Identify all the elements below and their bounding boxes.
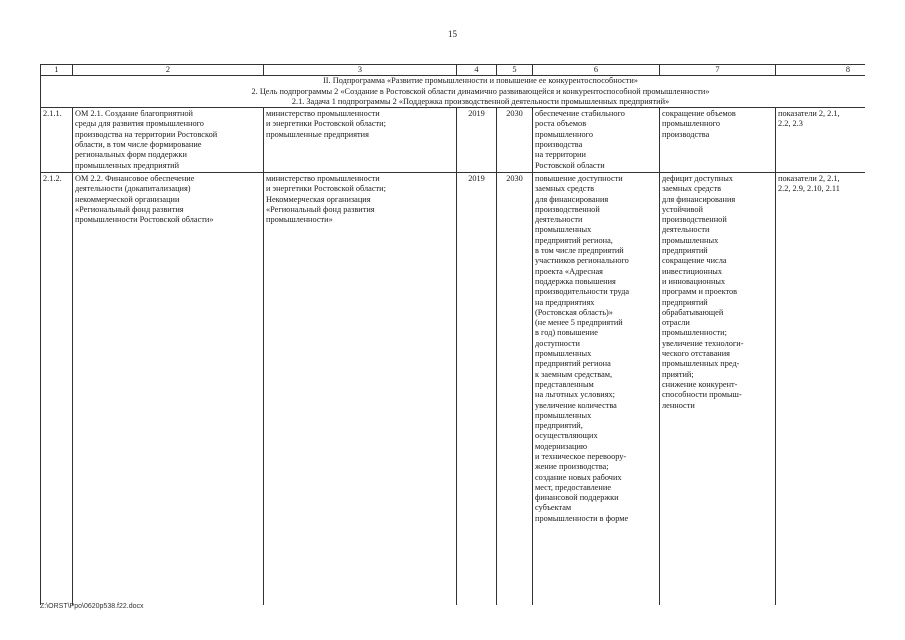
column-header: 8 <box>776 65 866 76</box>
expected-result: обеспечение стабильного роста объемов промышленного производства на территории Ростовской области <box>533 108 660 173</box>
executor: министерство промышленности и энергетики Ростовской области; Некоммерческая организация «Региональный фонд развития промышленности» <box>264 172 457 605</box>
column-header: 7 <box>660 65 776 76</box>
column-header: 6 <box>533 65 660 76</box>
executor: министерство промышленности и энергетики Ростовской области; промышленные предприятия <box>264 108 457 173</box>
column-header: 3 <box>264 65 457 76</box>
start-year: 2019 <box>457 108 497 173</box>
table-row <box>41 172 866 605</box>
measures-table <box>40 64 865 605</box>
expected-result: повышение доступности заемных средств для финансирования производственной деятельности промышленных предприятий региона, в том числе предприятий участников регионального проекта «Адресная поддержка повышения производительности труда на предприятиях (Ростовская область)» (не менее 5 предприятий в год) повышение доступности промышленных предприятий региона к заемным средствам, представленным на льготных условиях; увеличение количества промышленных предприятий, осуществляющих модернизацию и техническое перевоору- жение производства; создание новых рабочих мест, предоставление финансовой поддержки субъектам промышленности в форме <box>533 172 660 605</box>
table-row <box>41 108 866 173</box>
end-year: 2030 <box>497 108 533 173</box>
column-header: 5 <box>497 65 533 76</box>
column-header-row <box>41 65 866 76</box>
row-number: 2.1.1. <box>41 108 73 173</box>
indicators: показатели 2, 2.1, 2.2, 2.9, 2.10, 2.11 <box>776 172 866 605</box>
column-header: 2 <box>73 65 264 76</box>
footer-file-path: Z:\ORST\Ppo\0620p538.f22.docx <box>40 603 144 610</box>
consequences: сокращение объемов промышленного производства <box>660 108 776 173</box>
indicators: показатели 2, 2.1, 2.2, 2.3 <box>776 108 866 173</box>
column-header: 1 <box>41 65 73 76</box>
end-year: 2030 <box>497 172 533 605</box>
subprogram-task: 2.1. Задача 1 подпрограммы 2 «Поддержка производственной деятельности промышленных предприятий» <box>291 96 670 106</box>
subprogram-goal: 2. Цель подпрограммы 2 «Создание в Ростовской области динамично развивающейся и конкурентоспособной промышленности» <box>251 86 710 96</box>
column-header: 4 <box>457 65 497 76</box>
measure-name: ОМ 2.2. Финансовое обеспечение деятельности (докапитализация) некоммерческой организации «Региональный фонд развития промышленности Ростовской области» <box>73 172 264 605</box>
start-year: 2019 <box>457 172 497 605</box>
section-heading-row <box>41 76 866 108</box>
consequences: дефицит доступных заемных средств для финансирования устойчивой производственной деятельности промышленных предприятий сокращение числа инвестиционных и инновационных программ и проектов предприятий обрабатывающей отрасли промышленности; увеличение технологи- ческого отставания промышленных пред- приятий; снижение конкурент- способности промыш- ленности <box>660 172 776 605</box>
page-number: 15 <box>448 29 457 39</box>
section-heading <box>41 76 866 108</box>
measure-name: ОМ 2.1. Создание благоприятной среды для развития промышленного производства на территории Ростовской области, в том числе формирование региональных форм поддержки промышленных предприятий <box>73 108 264 173</box>
document-table-viewport <box>40 64 865 605</box>
subprogram-title: II. Подпрограмма «Развитие промышленности и повышение ее конкурентоспособности» <box>323 76 638 86</box>
row-number: 2.1.2. <box>41 172 73 605</box>
